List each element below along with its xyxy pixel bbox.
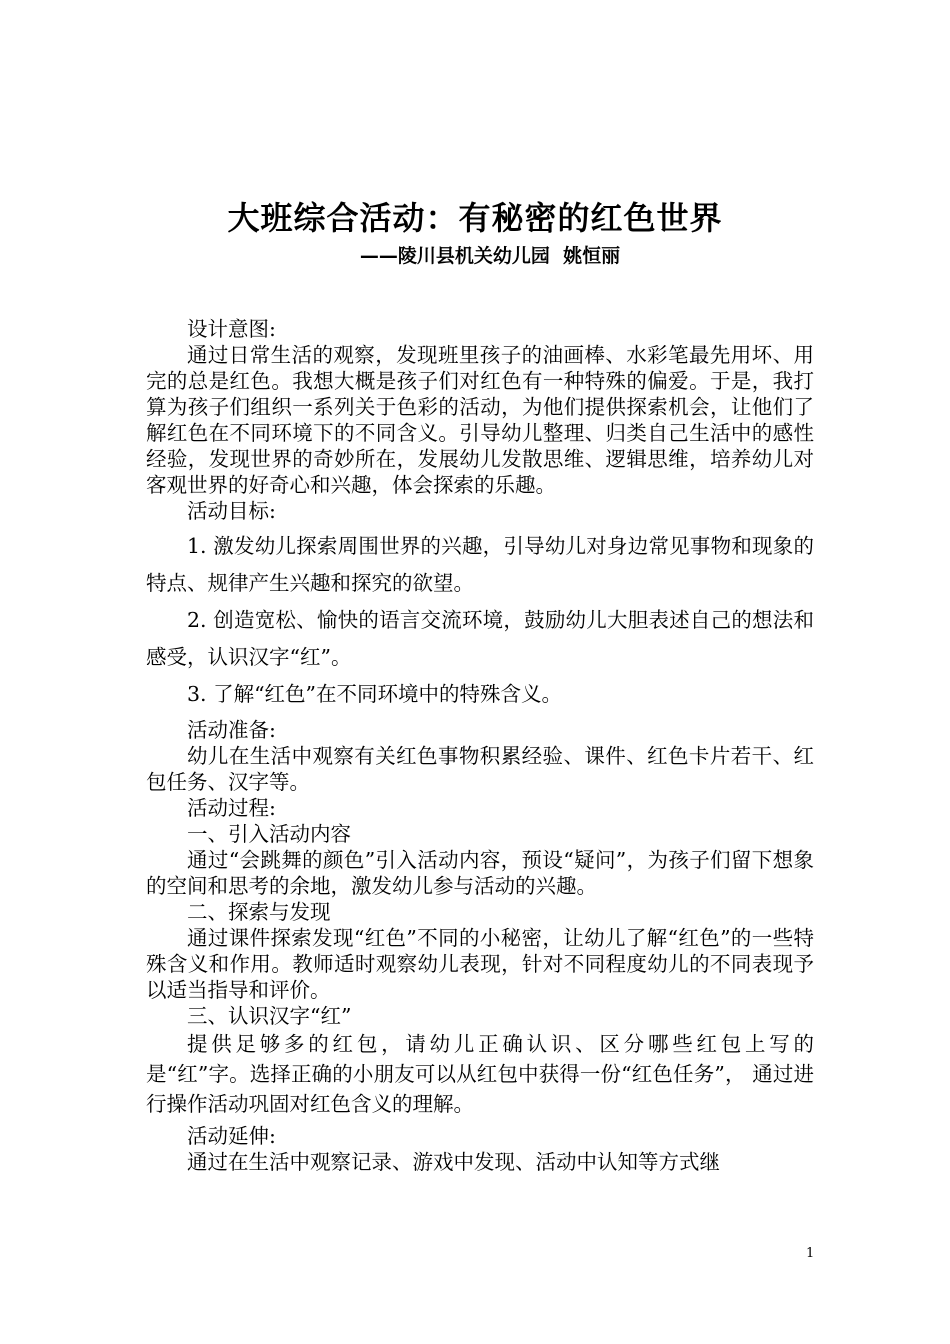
step-2-paragraph: 通过课件探索发现“红色”不同的小秘密，让幼儿了解“红色”的一些特殊含义和作用。教师适时观察幼儿表现，针对不同程度幼儿的不同表现予以适当指导和评价。 [146, 926, 814, 1002]
document-subtitle: ——陵川县机关幼儿园 姚恒丽 [359, 245, 621, 267]
step-2-heading: 二、探索与发现 [187, 900, 331, 924]
document-body [146, 316, 814, 1175]
step-3-paragraph: 提供足够多的红包，请幼儿正确认识、区分哪些红包上写的是“红”字。选择正确的小朋友可以从红包中获得一份“红色任务”， 通过进行操作活动巩固对红色含义的理解。 [146, 1032, 814, 1116]
design-paragraph: 通过日常生活的观察，发现班里孩子的油画棒、水彩笔最先用坏、用完的总是红色。我想大概是孩子们对红色有一种特殊的偏爱。于是，我打算为孩子们组织一系列关于色彩的活动，为他们提供探索机会，让他们了解红色在不同环境下的不同含义。引导幼儿整理、归类自己生活中的感性经验，发现世界的奇妙所在，发展幼儿发散思维、逻辑思维，培养幼儿对客观世界的好奇心和兴趣，体会探索的乐趣。 [146, 343, 814, 497]
goal-item-2: 2. 创造宽松、愉快的语言交流环境，鼓励幼儿大胆表述自己的想法和感受，认识汉字“红”。 [146, 608, 814, 669]
process-heading: 活动过程: [187, 796, 276, 820]
goals-heading: 活动目标: [187, 499, 276, 523]
design-heading: 设计意图: [187, 317, 276, 341]
step-3-heading: 三、认识汉字“红” [187, 1004, 352, 1028]
extension-paragraph: 通过在生活中观察记录、游戏中发现、活动中认知等方式继 [187, 1150, 720, 1174]
goal-item-1: 1. 激发幼儿探索周围世界的兴趣，引导幼儿对身边常见事物和现象的特点、规律产生兴趣和探究的欲望。 [146, 534, 814, 595]
extension-heading: 活动延伸: [187, 1124, 276, 1148]
goal-item-3: 3. 了解“红色”在不同环境中的特殊含义。 [187, 682, 563, 706]
page-number: 1 [806, 1246, 815, 1261]
step-1-paragraph: 通过“会跳舞的颜色”引入活动内容，预设“疑问”，为孩子们留下想象的空间和思考的余地，激发幼儿参与活动的兴趣。 [146, 848, 814, 898]
step-1-heading: 一、引入活动内容 [187, 822, 351, 846]
document-title: 大班综合活动：有秘密的红色世界 [227, 199, 723, 237]
prep-heading: 活动准备: [187, 718, 276, 742]
prep-paragraph: 幼儿在生活中观察有关红色事物积累经验、课件、红色卡片若干、红包任务、汉字等。 [146, 744, 814, 794]
